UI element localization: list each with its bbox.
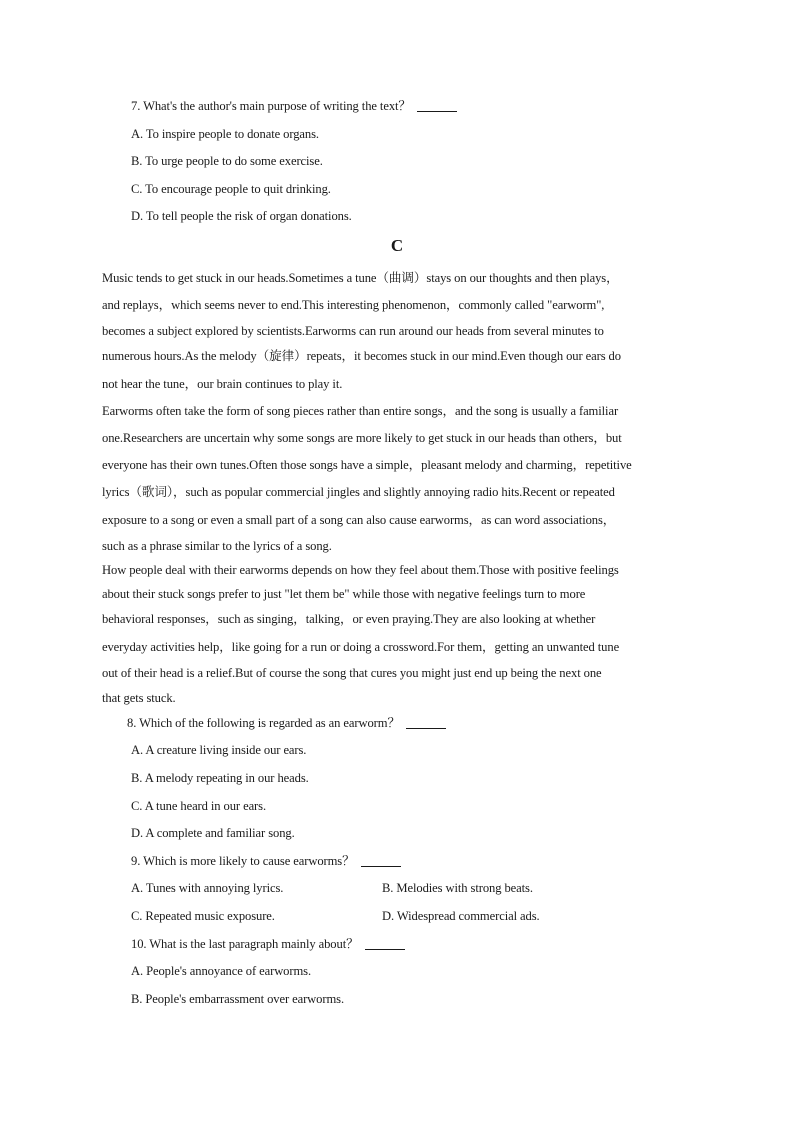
section-heading: C xyxy=(390,236,404,255)
question-7-option-a: A. To inspire people to donate organs. xyxy=(131,127,319,141)
question-8-option-c: C. A tune heard in our ears. xyxy=(131,799,266,813)
passage-line: numerous hours.As the melody（旋律）repeats，it becomes stuck in our mind.Even though our ears do xyxy=(102,349,621,363)
question-8-option-d: D. A complete and familiar song. xyxy=(131,826,295,840)
passage-line: becomes a subject explored by scientists.Earworms can run around our heads from several minutes to xyxy=(102,324,604,338)
question-9-stem xyxy=(131,853,401,869)
question-8-option-b: B. A melody repeating in our heads. xyxy=(131,771,309,785)
passage-line: lyrics（歌词），such as popular commercial jingles and slightly annoying radio hits.Recent or repeated xyxy=(102,485,615,499)
passage-line: behavioral responses，such as singing，talking，or even praying.They are also looking at whether xyxy=(102,612,596,626)
passage-line: that gets stuck. xyxy=(102,691,176,705)
question-10-text: 10. What is the last paragraph mainly about？ xyxy=(131,937,359,951)
question-7-option-d: D. To tell people the risk of organ donations. xyxy=(131,209,352,223)
passage-line: Music tends to get stuck in our heads.Sometimes a tune（曲调）stays on our thoughts and then plays， xyxy=(102,271,619,285)
answer-blank xyxy=(365,937,405,950)
question-8-text: 8. Which of the following is regarded as an earworm？ xyxy=(127,716,400,730)
passage-line: and replays，which seems never to end.This interesting phenomenon，commonly called "earworm", xyxy=(102,298,605,312)
question-7-option-b: B. To urge people to do some exercise. xyxy=(131,154,323,168)
passage-line: everyday activities help，like going for a run or doing a crossword.For them，getting an unwanted tune xyxy=(102,640,620,654)
question-10-option-a: A. People's annoyance of earworms. xyxy=(131,964,312,978)
passage-line: such as a phrase similar to the lyrics of a song. xyxy=(102,539,332,553)
question-7-text: 7. What's the author's main purpose of writing the text？ xyxy=(131,99,411,113)
passage-line: exposure to a song or even a small part of a song can also cause earworms，as can word associations， xyxy=(102,513,616,527)
question-9-option-d: D. Widespread commercial ads. xyxy=(382,909,540,923)
passage-line: one.Researchers are uncertain why some songs are more likely to get stuck in our heads than others，but xyxy=(102,431,622,445)
question-8-option-a: A. A creature living inside our ears. xyxy=(131,743,307,757)
passage-line: about their stuck songs prefer to just "let them be" while those with negative feelings turn to more xyxy=(102,587,586,601)
question-7-stem xyxy=(131,98,457,114)
answer-blank xyxy=(406,716,446,729)
question-10-option-b: B. People's embarrassment over earworms. xyxy=(131,992,345,1006)
passage-line: Earworms often take the form of song pieces rather than entire songs，and the song is usually a familiar xyxy=(102,404,619,418)
question-10-stem xyxy=(131,936,405,952)
answer-blank xyxy=(361,854,401,867)
passage-line: How people deal with their earworms depends on how they feel about them.Those with positive feelings xyxy=(102,563,619,577)
question-7-option-c: C. To encourage people to quit drinking. xyxy=(131,182,331,196)
passage-line: not hear the tune，our brain continues to play it. xyxy=(102,377,343,391)
question-9-text: 9. Which is more likely to cause earworms？ xyxy=(131,854,355,868)
question-8-stem xyxy=(127,715,446,731)
question-9-option-c: C. Repeated music exposure. xyxy=(131,909,275,923)
answer-blank xyxy=(417,99,457,112)
passage-line: everyone has their own tunes.Often those songs have a simple，pleasant melody and charming，repetitive xyxy=(102,458,632,472)
passage-line: out of their head is a relief.But of course the song that cures you might just end up being the next one xyxy=(102,666,602,680)
question-9-option-b: B. Melodies with strong beats. xyxy=(382,881,533,895)
question-9-option-a: A. Tunes with annoying lyrics. xyxy=(131,881,284,895)
